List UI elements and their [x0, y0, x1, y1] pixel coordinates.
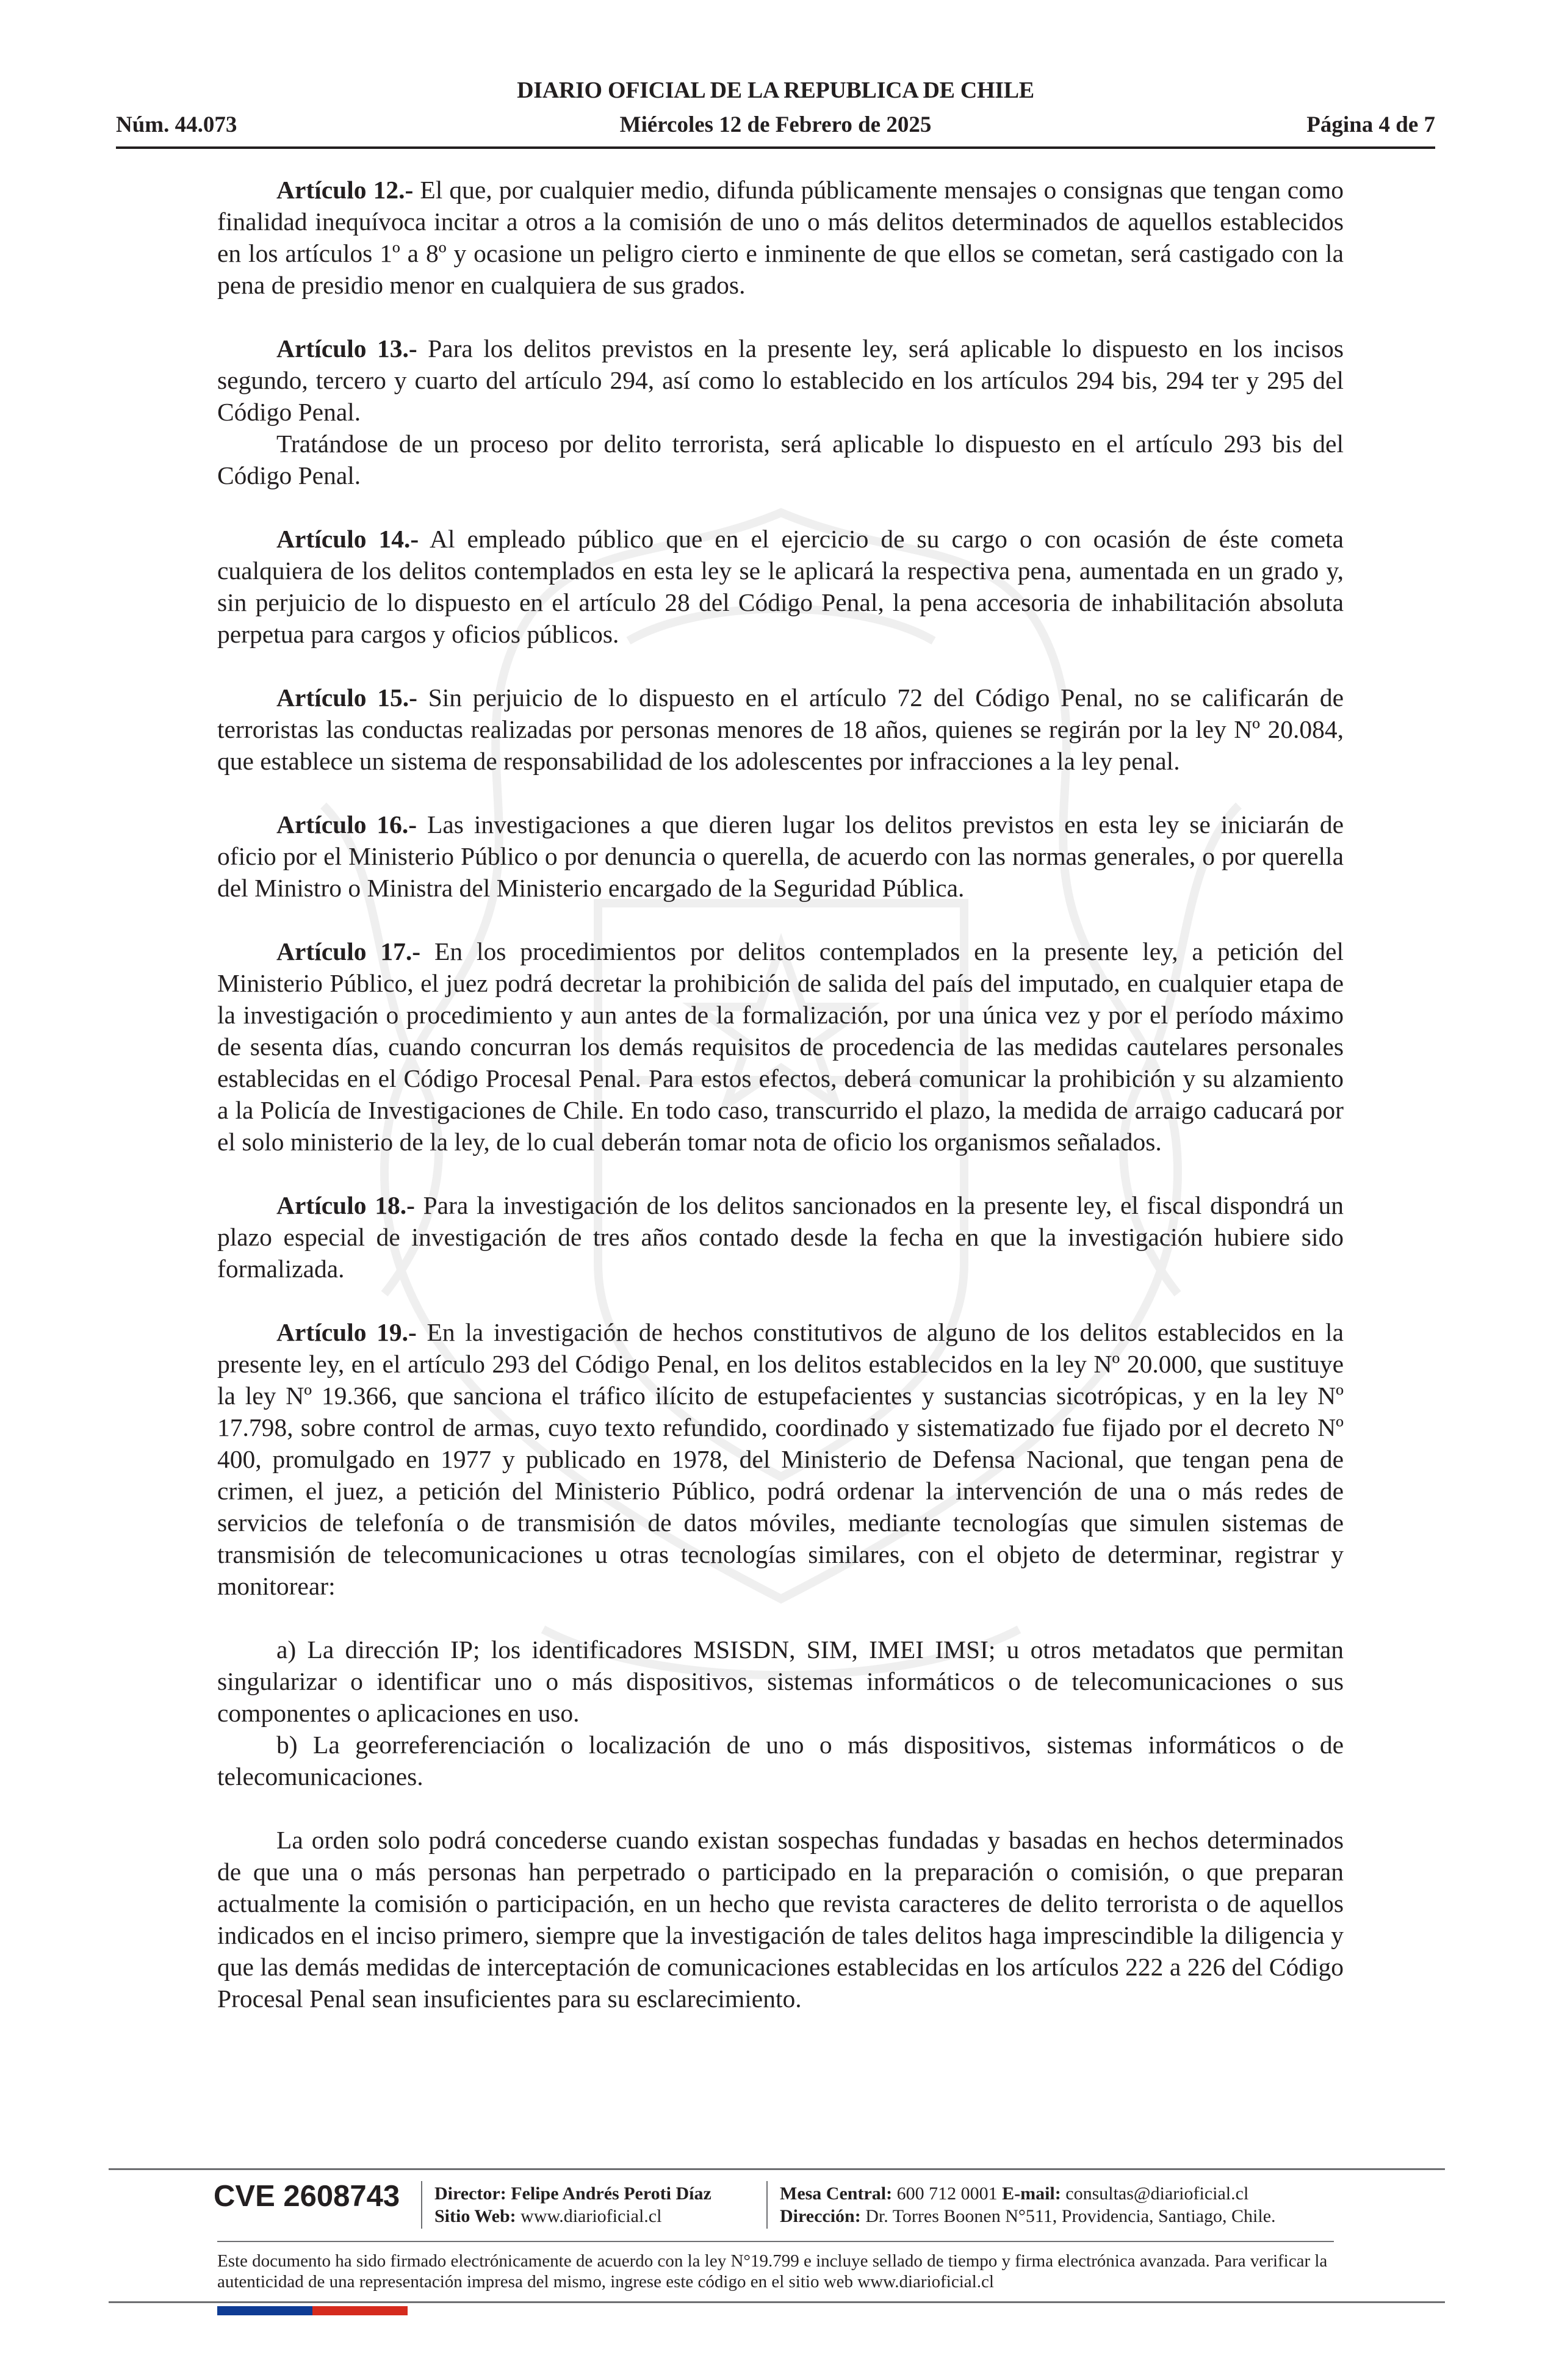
article-13 [217, 333, 1344, 428]
flag-blue-bar [217, 2306, 312, 2315]
list-item-b: b) La georreferenciación o localización de uno o más dispositivos, sistemas informáticos o de telecomunicaciones. [217, 1731, 1344, 1790]
publication-title: DIARIO OFICIAL DE LA REPUBLICA DE CHILE [517, 78, 1034, 103]
director-label: Director: [434, 2183, 506, 2204]
article-18 [217, 1189, 1344, 1285]
article-title: Artículo 12.- [276, 176, 414, 204]
flag-red-bar [312, 2306, 408, 2315]
email-label: E-mail: [1002, 2183, 1061, 2204]
issue-number: Núm. 44.073 [116, 112, 237, 137]
closing-paragraph: La orden solo podrá concederse cuando existan sospechas fundadas y basadas en hechos determinados de que una o más personas han perpetrado o participado en la preparación o comisión, o que preparan actualmente la comisión o participación, en un hecho que revista caracteres de delito terrorista o de aquellos indicados en el inciso primero, siempre que la investigación de tales delitos haga imprescindible la diligencia y que las demás medidas de interceptación de comunicaciones establecidas en los artículos 222 a 226 del Código Procesal Penal sean insuficientes para su esclarecimiento. [217, 1826, 1344, 2013]
article-text: Al empleado público que en el ejercicio de su cargo o con ocasión de éste cometa cualquiera de los delitos contemplados en esta ley se le aplicará la respectiva pena, aumentada en un grado y, sin perjuicio de lo dispuesto en el artículo 28 del Código Penal, la pena accesoria de inhabilitación absoluta perpetua para cargos y oficios públicos. [217, 525, 1344, 648]
article-text: En la investigación de hechos constitutivos de alguno de los delitos establecidos en la presente ley, en el artículo 293 del Código Penal, en los delitos establecidos en la ley Nº 20.000, que sustituye la ley Nº 19.366, que sanciona el tráfico ilícito de estupefacientes y sustancias sicotrópicas, y en la ley Nº 17.798, sobre control de armas, cuyo texto refundido, coordinado y sistematizado fue fijado por el decreto Nº 400, promulgado en 1977 y publicado en 1978, del Ministerio de Defensa Nacional, que tengan pena de crimen, el juez, a petición del Ministerio Público, podrá ordenar la intervención de una o más redes de servicios de telefonía o de transmisión de datos móviles, mediante tecnologías que simulen sistemas de transmisión de telecomunicaciones u otras tecnologías similares, con el objeto de determinar, registrar y monitorear: [217, 1318, 1344, 1600]
footer-divider [109, 2168, 1445, 2170]
article-title: Artículo 15.- [276, 683, 417, 712]
article-text: Para la investigación de los delitos sancionados en la presente ley, el fiscal dispondrá un plazo especial de investigación de tres años contado desde la fecha en que la investigación hubiere sido formalizada. [217, 1191, 1344, 1283]
phone-value: 600 712 0001 [892, 2183, 1003, 2204]
footer-separator [766, 2181, 768, 2229]
article-12 [217, 174, 1344, 301]
list-item-a: a) La dirección IP; los identificadores MSISDN, SIM, IMEI IMSI; u otros metadatos que permitan singularizar o identificar uno o más dispositivos, sistemas informáticos o de telecomunicaciones o sus componentes o aplicaciones en uso. [217, 1635, 1344, 1727]
page-header [116, 74, 1435, 149]
contact-info [780, 2182, 1276, 2227]
phone-label: Mesa Central: [780, 2183, 893, 2204]
website-label: Sitio Web: [434, 2206, 516, 2226]
address-label: Dirección: [780, 2206, 861, 2226]
flag-color-strip [217, 2306, 408, 2315]
article-title: Artículo 18.- [276, 1191, 415, 1219]
article-text: Para los delitos previstos en la presente ley, será aplicable lo dispuesto en los incisos segundo, tercero y cuarto del artículo 294, así como lo establecido en los artículos 294 bis, 294 ter y 295 del Código Penal. [217, 334, 1344, 426]
article-19 [217, 1316, 1344, 1602]
article-15 [217, 682, 1344, 777]
address-value: Dr. Torres Boonen N°511, Providencia, Santiago, Chile. [860, 2206, 1276, 2226]
article-title: Artículo 14.- [276, 525, 419, 553]
footer-separator [421, 2181, 422, 2229]
article-16 [217, 809, 1344, 904]
footer-divider [217, 2241, 1334, 2242]
article-text: Las investigaciones a que dieren lugar los delitos previstos en esta ley se iniciarán de oficio por el Ministerio Público o por denuncia o querella, de acuerdo con las normas generales, o por querella del Ministro o Ministra del Ministerio encargado de la Seguridad Pública. [217, 810, 1344, 902]
publication-date: Miércoles 12 de Febrero de 2025 [619, 112, 932, 137]
article-13-paragraph-2: Tratándose de un proceso por delito terrorista, será aplicable lo dispuesto en el artículo 293 bis del Código Penal. [217, 430, 1344, 489]
document-body [217, 174, 1344, 2014]
article-14 [217, 523, 1344, 650]
article-text: Sin perjuicio de lo dispuesto en el artículo 72 del Código Penal, no se calificarán de terroristas las conductas realizadas por personas menores de 18 años, quienes se regirán por la ley Nº 20.084, que establece un sistema de responsabilidad de los adolescentes por infracciones a la ley penal. [217, 683, 1344, 775]
director-info [434, 2182, 711, 2227]
director-name: Felipe Andrés Peroti Díaz [506, 2183, 711, 2204]
website-link[interactable]: www.diarioficial.cl [516, 2206, 662, 2226]
article-title: Artículo 19.- [276, 1318, 417, 1346]
signature-legal-note: Este documento ha sido firmado electrónicamente de acuerdo con la ley N°19.799 e incluye sellado de tiempo y firma electrónica avanzada. Para verificar la autenticidad de una representación impresa del mismo, ingrese este código en el sitio web www.diarioficial.cl [217, 2251, 1328, 2292]
cve-code: CVE 2608743 [214, 2180, 400, 2213]
article-title: Artículo 16.- [276, 810, 417, 838]
footer-divider [109, 2301, 1445, 2303]
article-text: El que, por cualquier medio, difunda públicamente mensajes o consignas que tengan como finalidad inequívoca incitar a otros a la comisión de uno o más delitos determinados de aquellos establecidos en los artículos 1º a 8º y ocasione un peligro cierto e inminente de que ellos se cometan, será castigado con la pena de presidio menor en cualquiera de sus grados. [217, 176, 1344, 299]
article-title: Artículo 13.- [276, 334, 417, 362]
article-title: Artículo 17.- [276, 937, 421, 965]
email-link[interactable]: consultas@diarioficial.cl [1061, 2183, 1249, 2204]
article-17 [217, 936, 1344, 1158]
page-number: Página 4 de 7 [1306, 112, 1435, 137]
article-text: En los procedimientos por delitos contemplados en la presente ley, a petición del Ministerio Público, el juez podrá decretar la prohibición de salida del país del imputado, en cualquier etapa de la investigación o procedimiento y aun antes de la formalización, por una única vez y por el período máximo de sesenta días, cuando concurran los demás requisitos de procedencia de las medidas cautelares personales establecidas en el Código Procesal Penal. Para estos efectos, deberá comunicar la prohibición y su alzamiento a la Policía de Investigaciones de Chile. En todo caso, transcurrido el plazo, la medida de arraigo caducará por el solo ministerio de la ley, de lo cual deberán tomar nota de oficio los organismos señalados. [217, 937, 1344, 1156]
